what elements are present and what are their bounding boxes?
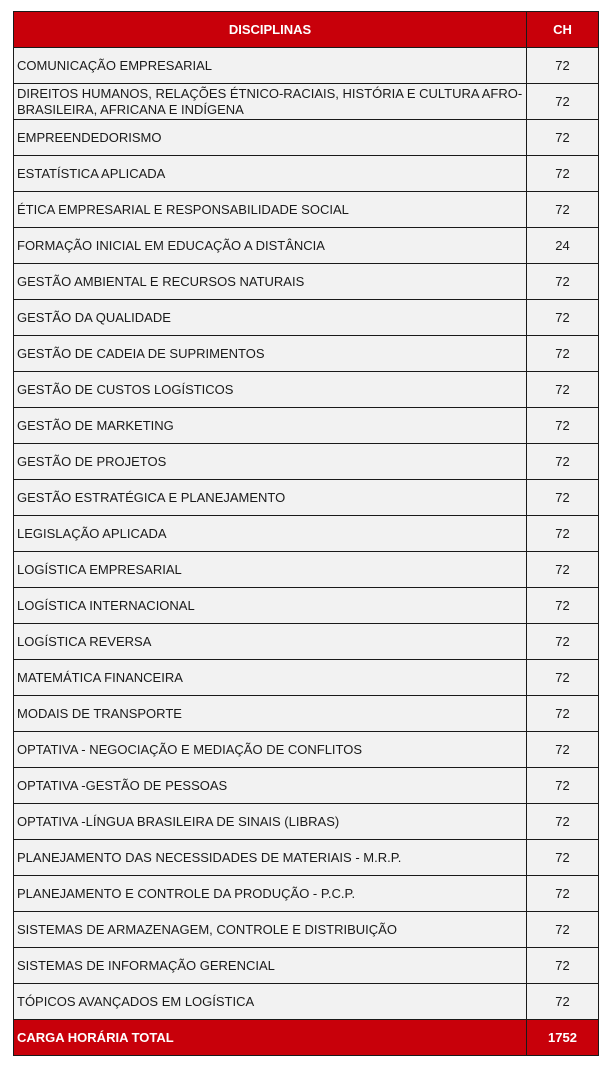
table-row (14, 768, 599, 804)
table-row (14, 516, 599, 552)
discipline-name: LEGISLAÇÃO APLICADA (14, 516, 527, 552)
discipline-name: MODAIS DE TRANSPORTE (14, 696, 527, 732)
discipline-ch: 72 (527, 876, 599, 912)
table-body (14, 48, 599, 1020)
discipline-ch: 72 (527, 804, 599, 840)
discipline-name: ESTATÍSTICA APLICADA (14, 156, 527, 192)
discipline-name: ÉTICA EMPRESARIAL E RESPONSABILIDADE SOCIAL (14, 192, 527, 228)
discipline-ch: 72 (527, 264, 599, 300)
discipline-name: GESTÃO DA QUALIDADE (14, 300, 527, 336)
discipline-name: PLANEJAMENTO E CONTROLE DA PRODUÇÃO - P.C.P. (14, 876, 527, 912)
discipline-ch: 72 (527, 696, 599, 732)
table-row (14, 948, 599, 984)
discipline-ch: 72 (527, 372, 599, 408)
discipline-name: EMPREENDEDORISMO (14, 120, 527, 156)
discipline-name: SISTEMAS DE INFORMAÇÃO GERENCIAL (14, 948, 527, 984)
table-row (14, 372, 599, 408)
discipline-name: OPTATIVA -LÍNGUA BRASILEIRA DE SINAIS (LIBRAS) (14, 804, 527, 840)
table-row (14, 804, 599, 840)
curriculum-table-container (13, 11, 598, 1056)
table-row (14, 264, 599, 300)
discipline-ch: 24 (527, 228, 599, 264)
discipline-name: COMUNICAÇÃO EMPRESARIAL (14, 48, 527, 84)
table-row (14, 732, 599, 768)
table-row (14, 660, 599, 696)
discipline-name: LOGÍSTICA REVERSA (14, 624, 527, 660)
curriculum-table (13, 11, 599, 1056)
table-row (14, 876, 599, 912)
table-header-row (14, 12, 599, 48)
table-row (14, 84, 599, 120)
discipline-name: OPTATIVA - NEGOCIAÇÃO E MEDIAÇÃO DE CONFLITOS (14, 732, 527, 768)
discipline-name: MATEMÁTICA FINANCEIRA (14, 660, 527, 696)
total-value: 1752 (527, 1020, 599, 1056)
header-ch: CH (527, 12, 599, 48)
discipline-ch: 72 (527, 120, 599, 156)
table-row (14, 192, 599, 228)
discipline-name: GESTÃO ESTRATÉGICA E PLANEJAMENTO (14, 480, 527, 516)
discipline-ch: 72 (527, 588, 599, 624)
table-row (14, 336, 599, 372)
table-row (14, 156, 599, 192)
discipline-name: LOGÍSTICA INTERNACIONAL (14, 588, 527, 624)
table-row (14, 300, 599, 336)
discipline-ch: 72 (527, 156, 599, 192)
discipline-ch: 72 (527, 336, 599, 372)
table-row (14, 624, 599, 660)
discipline-name: GESTÃO DE CUSTOS LOGÍSTICOS (14, 372, 527, 408)
discipline-ch: 72 (527, 444, 599, 480)
table-row (14, 120, 599, 156)
table-row (14, 444, 599, 480)
discipline-ch: 72 (527, 300, 599, 336)
discipline-name: SISTEMAS DE ARMAZENAGEM, CONTROLE E DISTRIBUIÇÃO (14, 912, 527, 948)
table-row (14, 984, 599, 1020)
discipline-ch: 72 (527, 624, 599, 660)
table-row (14, 408, 599, 444)
discipline-ch: 72 (527, 984, 599, 1020)
discipline-name: DIREITOS HUMANOS, RELAÇÕES ÉTNICO-RACIAIS, HISTÓRIA E CULTURA AFRO-BRASILEIRA, AFRICANA E INDÍGENA (14, 84, 527, 120)
discipline-ch: 72 (527, 84, 599, 120)
total-label: CARGA HORÁRIA TOTAL (14, 1020, 527, 1056)
table-row (14, 588, 599, 624)
discipline-name: GESTÃO DE PROJETOS (14, 444, 527, 480)
discipline-name: GESTÃO DE MARKETING (14, 408, 527, 444)
table-row (14, 552, 599, 588)
discipline-ch: 72 (527, 732, 599, 768)
table-row (14, 48, 599, 84)
discipline-ch: 72 (527, 948, 599, 984)
discipline-name: TÓPICOS AVANÇADOS EM LOGÍSTICA (14, 984, 527, 1020)
discipline-ch: 72 (527, 192, 599, 228)
discipline-ch: 72 (527, 660, 599, 696)
discipline-name: OPTATIVA -GESTÃO DE PESSOAS (14, 768, 527, 804)
discipline-name: FORMAÇÃO INICIAL EM EDUCAÇÃO A DISTÂNCIA (14, 228, 527, 264)
discipline-name: PLANEJAMENTO DAS NECESSIDADES DE MATERIAIS - M.R.P. (14, 840, 527, 876)
discipline-ch: 72 (527, 516, 599, 552)
discipline-ch: 72 (527, 48, 599, 84)
table-row (14, 480, 599, 516)
discipline-ch: 72 (527, 552, 599, 588)
table-row (14, 912, 599, 948)
header-disciplinas: DISCIPLINAS (14, 12, 527, 48)
table-total-row (14, 1020, 599, 1056)
discipline-name: LOGÍSTICA EMPRESARIAL (14, 552, 527, 588)
table-row (14, 696, 599, 732)
discipline-name: GESTÃO AMBIENTAL E RECURSOS NATURAIS (14, 264, 527, 300)
discipline-ch: 72 (527, 912, 599, 948)
discipline-name: GESTÃO DE CADEIA DE SUPRIMENTOS (14, 336, 527, 372)
table-row (14, 228, 599, 264)
discipline-ch: 72 (527, 840, 599, 876)
table-row (14, 840, 599, 876)
discipline-ch: 72 (527, 768, 599, 804)
discipline-ch: 72 (527, 408, 599, 444)
discipline-ch: 72 (527, 480, 599, 516)
